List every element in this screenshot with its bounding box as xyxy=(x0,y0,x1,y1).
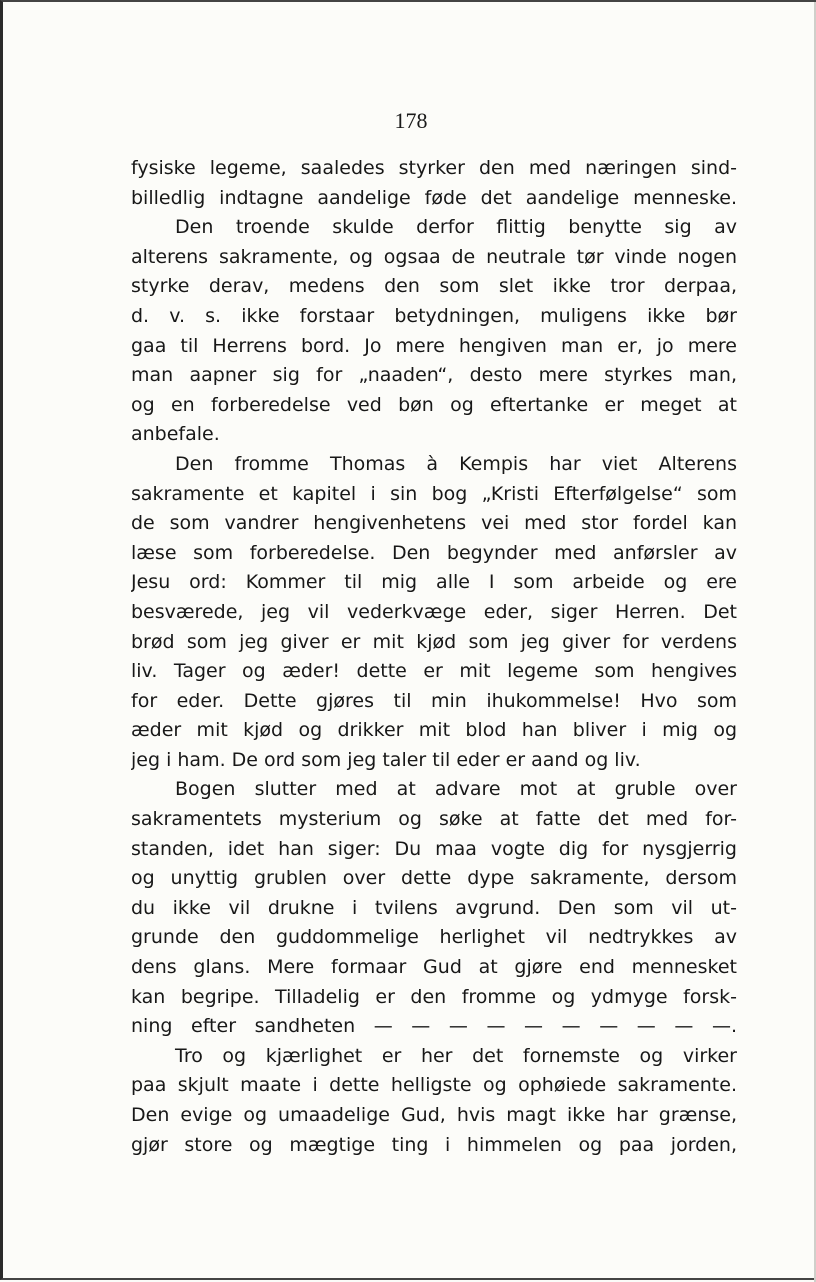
text-line: gjør store og mægtige ting i himmelen og paa jorden, xyxy=(131,1133,737,1156)
text-line: billedlig indtagne aandelige føde det aandelige menneske. xyxy=(131,186,737,209)
text-line: paa skjult maate i dette helligste og ophøiede sakramente. xyxy=(131,1074,737,1097)
text-line: sakramentets mysterium og søke at fatte det med for- xyxy=(131,808,737,831)
text-line: man aapner sig for „naaden“, desto mere styrkes man, xyxy=(131,364,737,387)
text-line: de som vandrer hengivenhetens vei med stor fordel kan xyxy=(131,512,737,535)
text-line: besværede, jeg vil vederkvæge eder, siger Herren. Det xyxy=(131,600,737,623)
page-number: 178 xyxy=(394,108,428,133)
text-line: d. v. s. ikke forstaar betydningen, muligens ikke bør xyxy=(131,304,737,327)
text-line: jeg i ham. De ord som jeg taler til eder er aand og liv. xyxy=(131,748,641,771)
text-line: brød som jeg giver er mit kjød som jeg giver for verdens xyxy=(131,630,737,653)
text-line: fysiske legeme, saaledes styrker den med næringen sind- xyxy=(131,157,737,179)
text-line: æder mit kjød og drikker mit blod han bliver i mig og xyxy=(131,719,737,742)
text-line: Bogen slutter med at advare mot at gruble over xyxy=(175,778,737,801)
text-line: grunde den guddommelige herlighet vil nedtrykkes av xyxy=(131,926,737,949)
text-line: for eder. Dette gjøres til min ihukommelse! Hvo som xyxy=(131,689,737,712)
text-line: standen, idet han siger: Du maa vogte dig for nysgjerrig xyxy=(131,837,737,860)
text-line: styrke derav, medens den som slet ikke tror derpaa, xyxy=(131,275,737,298)
text-line: og unyttig grublen over dette dype sakramente, dersom xyxy=(131,867,737,890)
text-line: og en forberedelse ved bøn og eftertanke er meget at xyxy=(131,393,737,416)
text-line: Den troende skulde derfor flittig benytte sig av xyxy=(175,216,737,239)
text-line: liv. Tager og æder! dette er mit legeme som hengives xyxy=(131,660,737,683)
text-line: Tro og kjærlighet er her det fornemste og virker xyxy=(175,1044,737,1067)
text-line: ning efter sandheten — — — — — — — — — —. xyxy=(131,1015,737,1038)
text-line: Jesu ord: Kommer til mig alle I som arbeide og ere xyxy=(131,571,737,594)
text-line: sakramente et kapitel i sin bog „Kristi Efterfølgelse“ som xyxy=(131,482,737,505)
text-line: dens glans. Mere formaar Gud at gjøre end mennesket xyxy=(131,956,737,979)
text-line: Den evige og umaadelige Gud, hvis magt ikke har grænse, xyxy=(131,1104,737,1126)
text-line: Den fromme Thomas à Kempis har viet Alterens xyxy=(175,452,737,475)
text-line: alterens sakramente, og ogsaa de neutrale tør vinde nogen xyxy=(131,245,737,268)
text-line: kan begripe. Tilladelig er den fromme og ydmyge forsk- xyxy=(131,985,737,1008)
text-line: læse som forberedelse. Den begynder med anførsler av xyxy=(131,541,737,564)
text-line: gaa til Herrens bord. Jo mere hengiven man er, jo mere xyxy=(131,334,737,357)
body-text xyxy=(131,154,737,1160)
text-line: anbefale. xyxy=(131,423,220,446)
text-line: du ikke vil drukne i tvilens avgrund. Den som vil ut- xyxy=(131,896,737,919)
